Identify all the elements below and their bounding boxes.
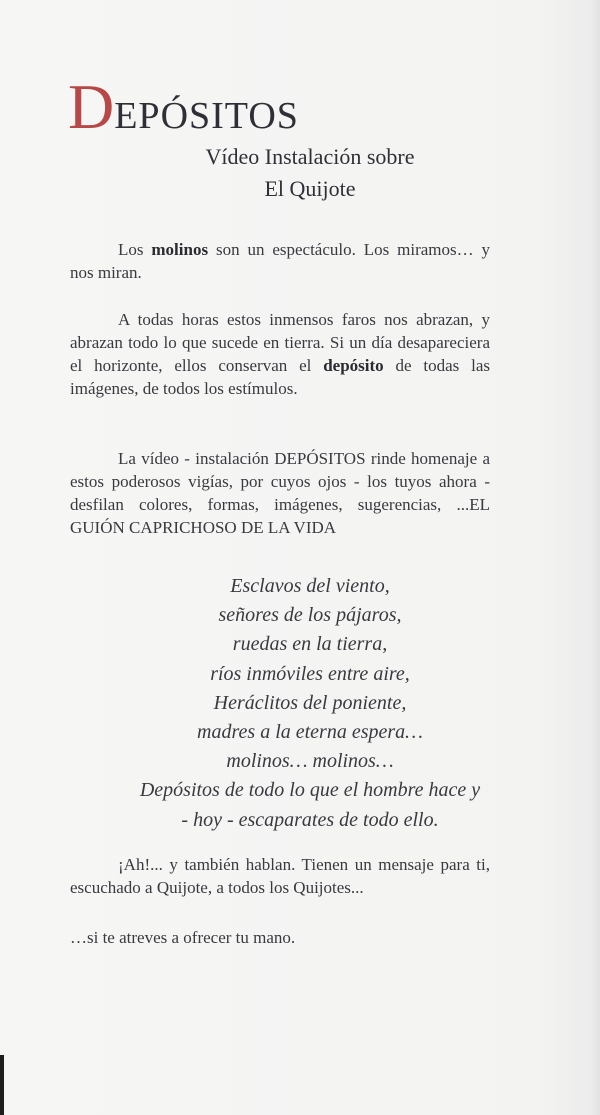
p3-text: La vídeo - instalación DEPÓSITOS rinde homenaje a estos poderosos vigías, por cuyos ojos - los tuyos ahora - desfilan colores, formas, imágenes, sugerencias, ...EL GUIÓN CAPRICHOSO DE LA VIDA	[70, 449, 490, 537]
scan-corner-mark	[0, 1055, 4, 1115]
paragraph-2	[70, 308, 490, 400]
page-edge-shadow	[590, 0, 600, 1115]
paragraph-3	[70, 447, 490, 539]
page-title	[68, 70, 299, 144]
poem-line: madres a la eterna espera…	[197, 721, 423, 744]
p1-bold-molinos: molinos	[151, 240, 209, 259]
poem-line: molinos… molinos…	[226, 750, 394, 773]
poem-line: Esclavos del viento,	[230, 575, 390, 597]
p2-bold-deposito: depósito	[323, 356, 384, 375]
title-rest: EPÓSITOS	[114, 95, 299, 137]
p1-before: Los	[118, 240, 152, 259]
paragraph-4	[70, 853, 490, 899]
poem-line: Heráclitos del poniente,	[213, 691, 407, 714]
title-initial: D	[68, 71, 115, 142]
poem-line: Depósitos de todo lo que el hombre hace y	[139, 779, 481, 802]
p5-text: …si te atreves a ofrecer tu mano.	[70, 928, 296, 947]
paragraph-1	[70, 238, 490, 284]
p2-before: A todas horas estos inmensos faros nos abrazan, y abrazan todo lo que sucede en tierra. Si un día desapareciera el horizonte, ellos conservan el	[70, 310, 490, 375]
poem-line: ríos inmóviles entre aire,	[210, 662, 410, 685]
p4-text: ¡Ah!... y también hablan. Tienen un mensaje para ti, escuchado a Quijote, a todos los Quijotes...	[70, 855, 490, 897]
paragraph-5	[70, 926, 490, 949]
poem-line: ruedas en la tierra,	[232, 633, 388, 656]
subtitle-line-2: El Quijote	[264, 176, 356, 201]
p1-after: son un espectáculo. Los miramos… y nos miran.	[70, 240, 491, 282]
poem	[80, 572, 540, 835]
subtitle-line-1: Vídeo Instalación sobre	[205, 144, 415, 169]
p2-after: de todas las imágenes, de todos los estímulos.	[70, 356, 490, 398]
poem-line: - hoy - escaparates de todo ello.	[181, 808, 439, 831]
poem-line: señores de los pájaros,	[218, 604, 402, 627]
